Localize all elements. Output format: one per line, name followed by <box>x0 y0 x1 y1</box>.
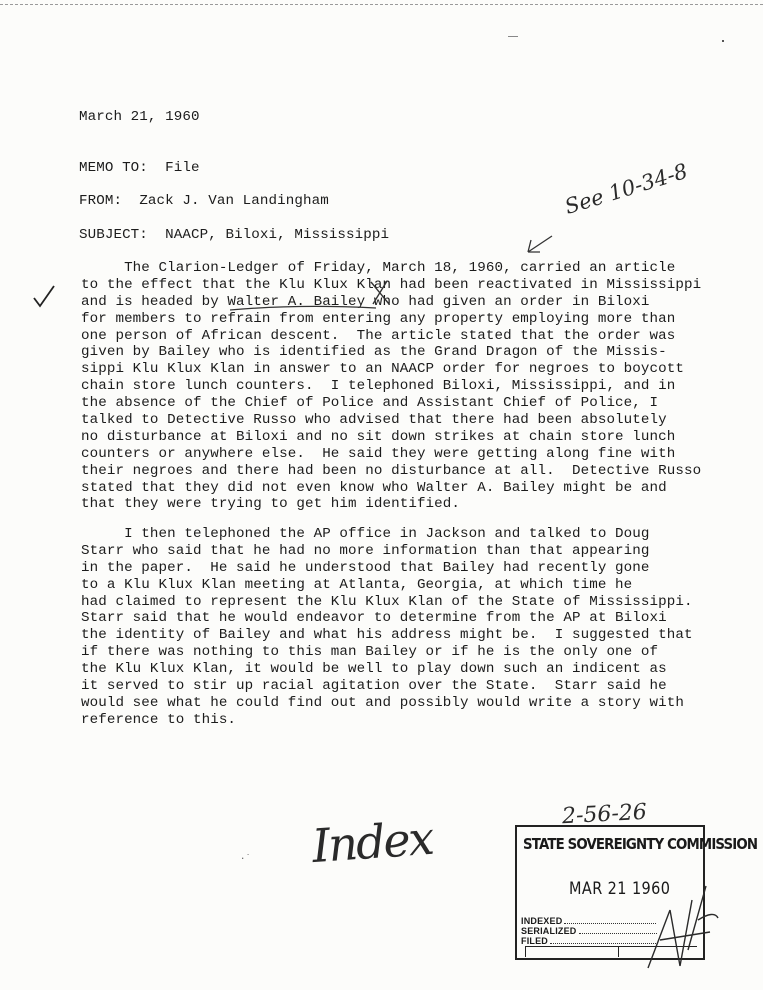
memo-subject-value: NAACP, Biloxi, Mississippi <box>165 227 390 243</box>
stray-mark <box>508 36 518 37</box>
stamp-serialized-field <box>521 926 657 936</box>
handwritten-x-mark-icon <box>367 278 393 308</box>
text-line: that they were trying to get him identified. <box>81 496 461 513</box>
memo-from-line <box>79 193 329 210</box>
stamp-title: STATE SOVEREIGNTY COMMISSION <box>523 835 758 853</box>
stamp-lower-box <box>525 946 619 957</box>
checkmark-icon <box>32 284 56 310</box>
text-line: in the paper. He said he understood that Bailey had recently gone <box>81 559 650 576</box>
handwritten-underline <box>228 300 378 320</box>
text-line: counters or anywhere else. He said they were getting along fine with <box>81 445 676 462</box>
text-line: their negroes and there had been no disturbance at all. Detective Russo <box>81 462 702 479</box>
stamp-filed-field <box>521 936 656 946</box>
text-line: given by Bailey who is identified as the Grand Dragon of the Missis- <box>81 344 667 361</box>
memo-subject-line <box>79 227 389 244</box>
memo-to-label: MEMO TO: <box>79 160 148 176</box>
memo-from-label: FROM: <box>79 193 123 209</box>
text-line: Starr said that he would endeavor to determine from the AP at Biloxi <box>81 610 667 627</box>
text-line: would see what he could find out and possibly would write a story with <box>81 694 684 711</box>
body-paragraph-2 <box>81 526 751 729</box>
stamp-date: MAR 21 1960 <box>569 879 671 899</box>
text-line: Starr who said that he had no more information than that appearing <box>81 542 650 559</box>
text-line: chain store lunch counters. I telephoned Biloxi, Mississippi, and in <box>81 378 676 395</box>
text-line: for members to refrain from entering any property employing more than <box>81 310 676 327</box>
text-line: I then telephoned the AP office in Jackson and talked to Doug <box>81 526 650 542</box>
handwritten-stamp-number: 2-56-26 <box>561 799 648 830</box>
text-line: to a Klu Klux Klan meeting at Atlanta, Georgia, at which time he <box>81 576 633 593</box>
stamp-indexed-field <box>521 916 656 926</box>
text-line: reference to this. <box>81 711 237 728</box>
text-line: the absence of the Chief of Police and Assistant Chief of Police, I <box>81 395 659 412</box>
text-line: if there was nothing to this man Bailey or if he is the only one of <box>81 644 659 661</box>
stray-mark: ·˙ <box>240 854 251 864</box>
text-line: and is headed by Walter A. Bailey who had given an order in Biloxi <box>81 293 650 310</box>
memo-date: March 21, 1960 <box>79 109 200 125</box>
text-line: The Clarion-Ledger of Friday, March 18, 1960, carried an article <box>81 260 676 276</box>
page-top-edge <box>0 4 763 5</box>
text-line: the identity of Bailey and what his address might be. I suggested that <box>81 627 693 644</box>
memo-subject-label: SUBJECT: <box>79 227 148 243</box>
handwritten-initials-signature <box>640 880 720 975</box>
memo-to-line <box>79 160 200 177</box>
text-line: one person of African descent. The article stated that the order was <box>81 327 676 344</box>
stamp-indexed-label: INDEXED <box>521 916 563 926</box>
body-paragraph-1 <box>81 260 751 513</box>
stamp-filed-label: FILED <box>521 936 548 946</box>
text-line: to the effect that the Klu Klux Klan had been reactivated in Mississippi <box>81 276 702 293</box>
text-line: no disturbance at Biloxi and no sit down strikes at chain store lunch <box>81 428 676 445</box>
text-line: had claimed to represent the Klu Klux Klan of the State of Mississippi. <box>81 593 693 610</box>
text-line: the Klu Klux Klan, it would be well to play down such an indicent as <box>81 661 667 678</box>
handwritten-arrow-icon <box>522 228 558 258</box>
memo-to-value: File <box>165 160 200 176</box>
text-line: sippi Klu Klux Klan in answer to an NAACP order for negroes to boycott <box>81 361 684 378</box>
text-line: talked to Detective Russo who advised that there had been absolutely <box>81 412 667 429</box>
handwritten-file-reference: See 10-34-8 <box>562 158 691 219</box>
handwritten-index-note: Index <box>310 810 435 874</box>
stray-mark <box>722 40 724 42</box>
text-line: stated that they did not even know who Walter A. Bailey might be and <box>81 479 667 496</box>
memo-from-value: Zack J. Van Landingham <box>139 193 329 209</box>
text-line: it served to stir up racial agitation over the State. Starr said he <box>81 678 667 695</box>
stamp-serialized-label: SERIALIZED <box>521 926 577 936</box>
